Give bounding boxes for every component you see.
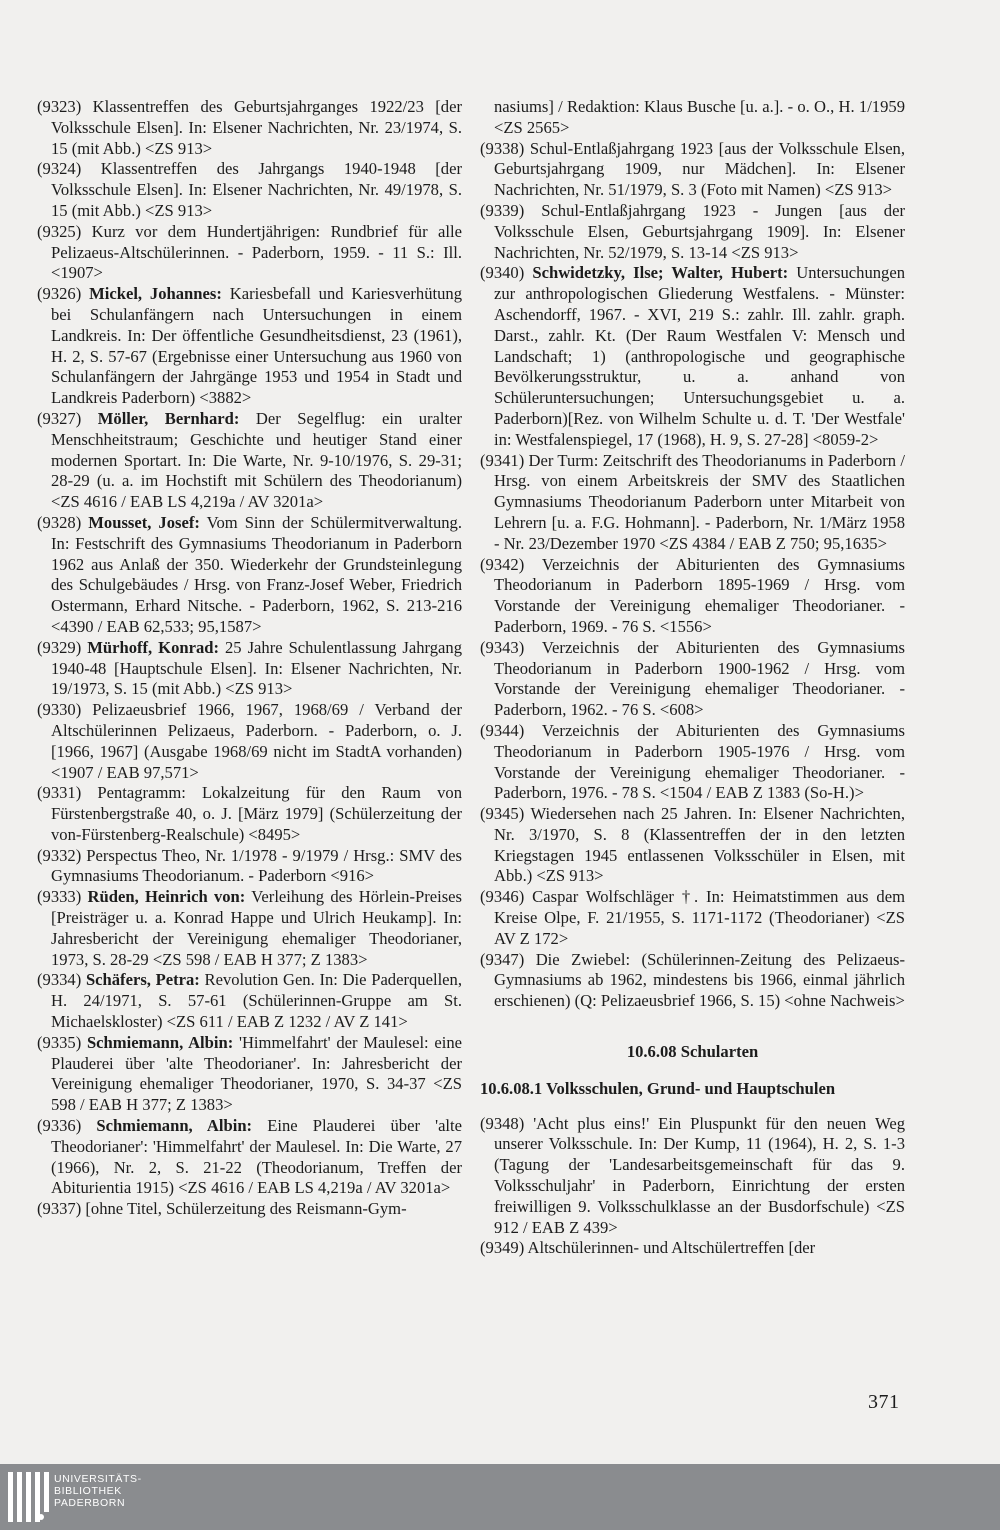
bibliography-entry	[37, 970, 462, 1032]
bibliography-entry	[37, 1199, 462, 1220]
bibliography-entry	[37, 1033, 462, 1116]
entry-text: Revolution Gen. In: Die Paderquellen, H. 24/1971, S. 57-61 (Schülerinnen-Gruppe am St. Michaelskloster) <ZS 611 / EAB Z 1232 / AV Z 141>	[51, 970, 462, 1032]
entry-text: (9337) [ohne Titel, Schülerzeitung des Reismann-Gym-	[37, 1199, 407, 1219]
bibliography-entry	[37, 783, 462, 845]
library-name	[54, 1473, 142, 1509]
entry-text: nasiums] / Redaktion: Klaus Busche [u. a.]. - o. O., H. 1/1959 <ZS 2565>	[494, 97, 905, 137]
bibliography-entry	[37, 284, 462, 409]
bibliography-entry	[480, 139, 905, 201]
entry-text: (9343) Verzeichnis der Abiturienten des Gymnasiums Theodorianum in Paderborn 1900-1962 / Hrsg. vom Vorstande der Vereinigung ehemaliger Theodorianer. - Paderborn, 1962. - 76 S. <608>	[480, 637, 905, 720]
bibliography-entry	[37, 409, 462, 513]
entry-text: 'Himmelfahrt' der Maulesel: eine Plauderei über 'alte Theodorianer'. In: Jahresbericht der Vereinigung ehemaliger Theodorianer, 1970, S. 34-37 <ZS 598 / EAB H 377; Z 1383>	[51, 1032, 463, 1115]
entry-text: (9329)	[37, 637, 88, 657]
bibliography-entry	[480, 721, 905, 804]
entry-text: (9345) Wiedersehen nach 25 Jahren. In: Elsener Nachrichten, Nr. 3/1970, S. 8 (Klassentreffen der in den letzten Kriegstagen 1945 entlassenen Volksschüler in Elsen, mit Abb.) <ZS 913>	[480, 804, 905, 886]
entry-text: (9338) Schul-Entlaßjahrgang 1923 [aus der Volksschule Elsen, Geburtsjahrgang 1909, nur Mädchen]. In: Elsener Nachrichten, Nr. 51/1979, S. 3 (Foto mit Namen) <ZS 913>	[480, 138, 905, 200]
entry-text: Der Segelflug: ein uralter Menschheitstraum; Geschichte und heutiger Stand einer modernen Sportart. In: Die Warte, Nr. 9-10/1976, S. 29-31; 28-29 (u. a. im Hochstift mit Schülern des Theodorianum) <ZS 4616 / EAB LS 4,219a / AV 3201a>	[51, 408, 463, 512]
entry-text: Eine Plauderei über 'alte Theodorianer': 'Himmelfahrt' der Maulesel. In: Die Warte, 27 (1966), Nr. 2, S. 21-22 (Theodorianum, Treffen der Abiturientia 1915) <ZS 4616 / EAB LS 4,219a / AV 3201a>	[51, 1116, 463, 1198]
entry-text: Vom Sinn der Schülermitverwaltung. In: Festschrift des Gymnasiums Theodorianum in Paderborn 1962 aus Anlaß der 350. Wiederkehr der Grundsteinlegung des Schulgebäudes / Hrsg. von Franz-Josef Weber, Friedrich Ostermann, Erhard Nitsche. - Paderborn, 1962, S. 213-216 <4390 / EAB 62,533; 95,1587>	[51, 512, 462, 636]
entry-text: (9340)	[480, 263, 533, 283]
bibliography-entry	[37, 222, 462, 284]
bibliography-entry	[37, 638, 462, 700]
entry-text: (9333)	[37, 887, 88, 907]
entry-text: (9344) Verzeichnis der Abiturienten des Gymnasiums Theodorianum in Paderborn 1905-1976 / Hrsg. vom Vorstande der Vereinigung ehemaliger Theodorianer. - Paderborn, 1976. - 78 S. <1504 / EAB Z 1383 (So-H.)>	[480, 720, 905, 803]
bibliography-entry	[480, 950, 905, 1012]
bibliography-entry	[480, 97, 905, 139]
entry-text: (9326)	[37, 284, 90, 304]
page-number: 371	[868, 1391, 900, 1413]
bibliography-entry	[480, 887, 905, 949]
entry-author: Schwidetzky, Ilse; Walter, Hubert:	[532, 263, 789, 283]
entry-text: (9349) Altschülerinnen- und Altschülertreffen [der	[480, 1238, 816, 1258]
bibliography-entry	[37, 1116, 462, 1199]
right-column	[480, 97, 905, 1259]
entry-text: (9323) Klassentreffen des Geburtsjahrganges 1922/23 [der Volksschule Elsen]. In: Elsener Nachrichten, Nr. 23/1974, S. 15 (mit Abb.) <ZS 913>	[37, 97, 462, 158]
entry-text: (9335)	[37, 1032, 87, 1052]
entry-text: (9346) Caspar Wolfschläger †. In: Heimatstimmen aus dem Kreise Olpe, F. 21/1955, S. 1171-1172 (Theodorianer) <ZS AV Z 172>	[480, 887, 905, 948]
entry-text: (9336)	[37, 1116, 97, 1136]
bibliography-entry	[480, 1114, 905, 1239]
bibliography-entry	[480, 804, 905, 887]
entry-text: (9327)	[37, 408, 98, 428]
entry-author: Schäfers, Petra:	[85, 970, 200, 990]
logo-dot-icon	[38, 1514, 44, 1520]
entry-text: (9339) Schul-Entlaßjahrgang 1923 - Jungen [aus der Volksschule Elsen, Geburtsjahrgang 1909]. In: Elsener Nachrichten, Nr. 52/1979, S. 13-14 <ZS 913>	[480, 200, 905, 262]
bibliography-entry	[480, 201, 905, 263]
entry-text: (9330) Pelizaeusbrief 1966, 1967, 1968/69 / Verband der Altschülerinnen Pelizaeus, Paderborn. - Paderborn, o. J. [1966, 1967] (Ausgabe 1968/69 nicht im StadtA vorhanden) <1907 / EAB 97,571>	[37, 700, 462, 782]
entry-text: (9331) Pentagramm: Lokalzeitung für den Raum von Fürstenbergstraße 40, o. J. [März 1979] (Schülerzeitung der von-Fürstenberg-Realschule) <8495>	[37, 783, 462, 844]
entry-author: Mickel, Johannes:	[89, 284, 222, 304]
subsection-heading: 10.6.08.1 Volksschulen, Grund- und Hauptschulen	[480, 1078, 836, 1098]
bibliography-entry	[37, 846, 462, 888]
bibliography-entry	[480, 1238, 905, 1259]
section-heading: 10.6.08 Schularten	[626, 1042, 759, 1062]
bibliography-entry	[480, 638, 905, 721]
entry-text: (9325) Kurz vor dem Hundertjährigen: Rundbrief für alle Pelizaeus-Altschülerinnen. - Paderborn, 1959. - 11 S.: Ill. <1907>	[37, 221, 462, 283]
library-name-line2: BIBLIOTHEK	[54, 1485, 122, 1497]
bibliography-entry	[480, 451, 905, 555]
bibliography-entry	[37, 887, 462, 970]
entry-text: (9341) Der Turm: Zeitschrift des Theodorianums in Paderborn / Hrsg. von einem Arbeitskreis der SMV des Staatlichen Gymnasiums Theodorianum Paderborn unter Mitarbeit von Lehrern [u. a. F.G. Hohmann]. - Paderborn, Nr. 1/März 1958 - Nr. 23/Dezember 1970 <ZS 4384 / EAB Z 750; 95,1635>	[480, 450, 905, 553]
entry-text: (9328)	[37, 512, 89, 532]
library-footer	[0, 1464, 1000, 1530]
entry-text: (9324) Klassentreffen des Jahrgangs 1940-1948 [der Volksschule Elsen]. In: Elsener Nachrichten, Nr. 49/1978, S. 15 (mit Abb.) <ZS 913>	[37, 159, 462, 220]
entry-text: Untersuchungen zur anthropologischen Gliederung Westfalens. - Münster: Aschendorff, 1967. - XVI, 219 S.: zahlr. Ill. zahlr. graph. Darst., zahlr. Kt. (Der Raum Westfalen V: Mensch und Landschaft; 1) (anthropologische und geographische Bevölkerungsstruktur, u. a. anhand von Schüleruntersuchungen; Untersuchungsgebiet u. a. Paderborn)[Rez. von Wilhelm Schulte u. d. T. 'Der Westfale' in: Westfalenspiegel, 17 (1968), H. 9, S. 27-28] <8059-2>	[494, 263, 905, 449]
entry-text: 25 Jahre Schulentlassung Jahrgang 1940-48 [Hauptschule Elsen]. In: Elsener Nachrichten, Nr. 19/1973, S. 15 (mit Abb.) <ZS 913>	[51, 637, 462, 699]
bibliography-entry	[480, 555, 905, 638]
entry-author: Möller, Bernhard:	[97, 408, 240, 428]
entry-text: (9348) 'Acht plus eins!' Ein Pluspunkt für den neuen Weg unserer Volksschule. In: Der Kump, 11 (1964), H. 2, S. 1-3 (Tagung der 'Landesarbeitsgemeinschaft für das 9. Volksschuljahr' in Paderborn, Einrichtung der ersten freiwilligen 9. Volksschulklasse an der Busdorfschule) <ZS 912 / EAB Z 439>	[480, 1113, 905, 1237]
right-column-entries-bottom	[480, 1114, 905, 1260]
library-name-line1: UNIVERSITÄTS-	[54, 1473, 142, 1485]
left-column	[37, 97, 462, 1220]
bibliography-entry	[37, 513, 462, 638]
entry-text: (9332) Perspectus Theo, Nr. 1/1978 - 9/1979 / Hrsg.: SMV des Gymnasiums Theodorianum. - Paderborn <916>	[37, 845, 462, 886]
bibliography-entry	[37, 97, 462, 159]
entry-text: (9334)	[37, 970, 86, 990]
entry-author: Schmiemann, Albin:	[86, 1032, 234, 1052]
bibliography-entry	[480, 263, 905, 450]
library-name-line3: PADERBORN	[54, 1497, 126, 1509]
bibliography-entry	[37, 700, 462, 783]
bibliography-entry	[37, 159, 462, 221]
entry-author: Rüden, Heinrich von:	[87, 887, 246, 907]
entry-text: (9342) Verzeichnis der Abiturienten des Gymnasiums Theodorianum in Paderborn 1895-1969 / Hrsg. vom Vorstande der Vereinigung ehemaliger Theodorianer. - Paderborn, 1969. - 76 S. <1556>	[480, 554, 905, 636]
entry-text: (9347) Die Zwiebel: (Schülerinnen-Zeitung des Pelizaeus-Gymnasiums ab 1962, mindestens bis 1966, einmal jährlich erschienen) (Q: Pelizaeusbrief 1966, S. 15) <ohne Nachweis>	[480, 949, 905, 1011]
right-column-entries	[480, 97, 905, 1012]
entry-text: Verleihung des Hörlein-Preises [Preisträger u. a. Konrad Happe und Ulrich Heukamp]. In: Jahresbericht der Vereinigung ehemaliger Theodorianer, 1973, S. 28-29 <ZS 598 / EAB H 377; Z 1383>	[51, 887, 463, 969]
entry-text: Kariesbefall und Kariesverhütung bei Schulanfängern nach Untersuchungen in einem Landkreis. In: Der öffentliche Gesundheitsdienst, 23 (1961), H. 2, S. 57-67 (Ergebnisse einer Untersuchung aus 1960 von Schulanfängern der Jahrgänge 1953 und 1954 in Stadt und Landkreis Paderborn) <3882>	[51, 284, 462, 408]
entry-author: Mürhoff, Konrad:	[87, 637, 220, 657]
entry-author: Mousset, Josef:	[88, 512, 200, 532]
entry-author: Schmiemann, Albin:	[96, 1116, 253, 1136]
